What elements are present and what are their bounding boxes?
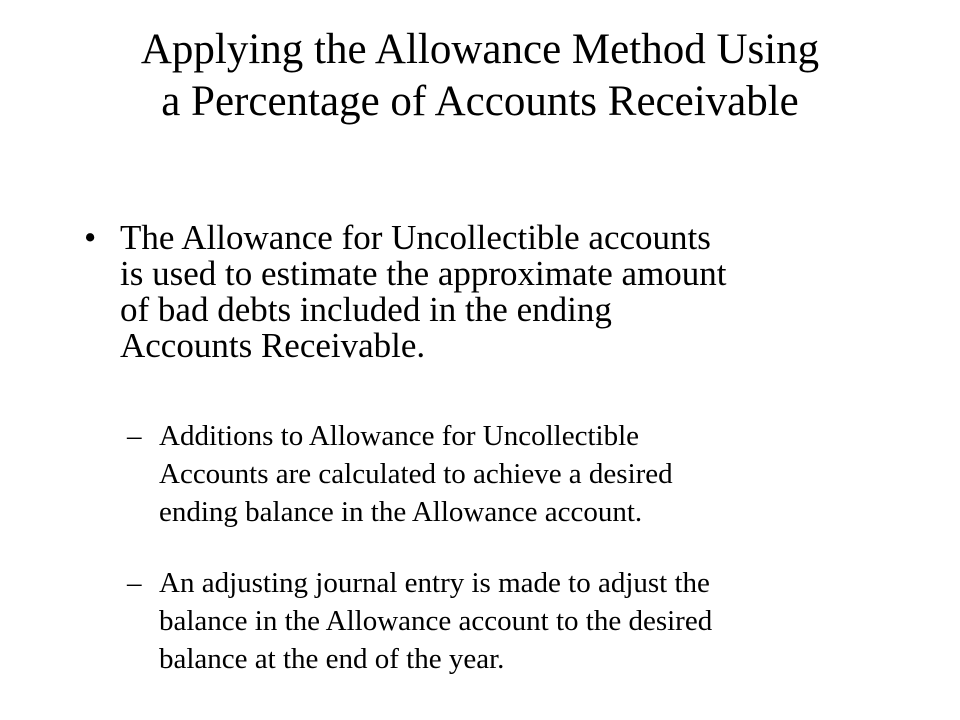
main-bullet-text bbox=[120, 220, 727, 364]
sub-bullet-line: Additions to Allowance for Uncollectible bbox=[159, 420, 640, 452]
main-bullet-line: is used to estimate the approximate amount bbox=[120, 254, 727, 293]
title-line-1: Applying the Allowance Method Using bbox=[140, 26, 820, 73]
main-bullet-line: The Allowance for Uncollectible accounts bbox=[120, 218, 711, 257]
sub-bullet-text bbox=[159, 564, 712, 678]
sub-bullet-line: Accounts are calculated to achieve a desired bbox=[159, 458, 673, 490]
slide-title bbox=[40, 24, 920, 128]
main-bullet-line: of bad debts included in the ending bbox=[120, 290, 612, 329]
sub-bullet-text bbox=[159, 417, 673, 531]
sub-bullet-marker: – bbox=[127, 420, 142, 452]
bullet-marker: • bbox=[84, 218, 97, 257]
sub-bullet-line: An adjusting journal entry is made to adjust the bbox=[159, 567, 710, 599]
sub-bullet-line: balance at the end of the year. bbox=[159, 643, 505, 675]
title-line-2: a Percentage of Accounts Receivable bbox=[161, 78, 799, 125]
sub-bullet-line: balance in the Allowance account to the desired bbox=[159, 605, 713, 637]
sub-bullet-marker: – bbox=[127, 567, 142, 599]
sub-bullet-line: ending balance in the Allowance account. bbox=[159, 496, 643, 528]
main-bullet-line: Accounts Receivable. bbox=[120, 326, 426, 365]
